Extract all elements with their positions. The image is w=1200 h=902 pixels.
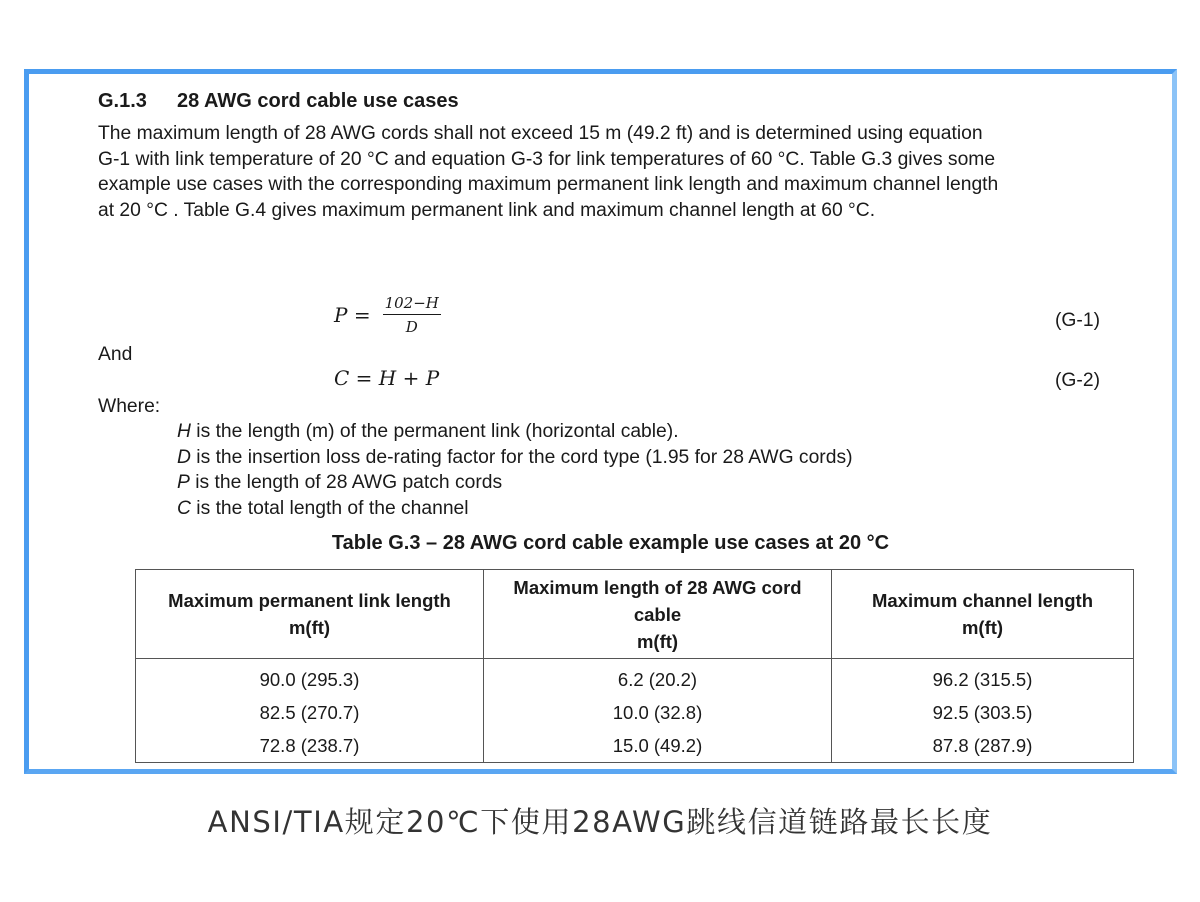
paragraph-line: at 20 °C . Table G.4 gives maximum permanent link and maximum channel length at 60 °C. — [98, 199, 876, 221]
equation-g1-denominator: D — [405, 318, 418, 336]
table-cell: 96.2 (315.5) — [832, 659, 1134, 697]
equation-g2-label: (G-2) — [1055, 370, 1100, 391]
table-cell: 15.0 (49.2) — [484, 729, 832, 763]
definition-text: is the insertion loss de-rating factor for the cord type (1.95 for 28 AWG cords) — [190, 446, 853, 468]
header-unit: m(ft) — [288, 617, 331, 638]
definition-item — [177, 470, 853, 496]
table-header-row — [136, 570, 1134, 659]
section-title: 28 AWG cord cable use cases — [177, 90, 459, 112]
definition-text: is the length (m) of the permanent link (horizontal cable). — [190, 421, 679, 442]
table-row — [136, 696, 1134, 729]
table-cell: 72.8 (238.7) — [136, 729, 484, 763]
equation-g1-lhs: P = — [334, 303, 371, 327]
equation-g1-numerator: 102−H — [383, 294, 441, 315]
equation-g2: C = H + P — [334, 366, 440, 390]
header-unit: m(ft) — [961, 617, 1004, 638]
intro-paragraph — [98, 121, 1138, 223]
definition-symbol: C — [177, 497, 191, 519]
image-caption: ANSI/TIA规定20℃下使用28AWG跳线信道链路最长长度 — [207, 805, 993, 839]
header-unit: m(ft) — [636, 630, 679, 652]
header-line: cable — [633, 603, 682, 625]
and-text: And — [98, 344, 133, 365]
header-line: Maximum channel length — [871, 590, 1093, 611]
table-cell: 92.5 (303.5) — [832, 696, 1134, 729]
definition-item — [177, 419, 853, 445]
equation-g1-fraction — [383, 294, 441, 336]
definition-symbol: P — [177, 472, 190, 493]
definition-item — [177, 496, 853, 522]
paragraph-line: example use cases with the corresponding maximum permanent link length and maximum channel length — [98, 174, 999, 195]
use-cases-table — [135, 569, 1134, 763]
equation-g1-label: (G-1) — [1055, 310, 1100, 331]
definition-item — [177, 445, 853, 471]
table-row — [136, 729, 1134, 763]
table-cell: 82.5 (270.7) — [136, 696, 484, 729]
definitions-list — [177, 419, 853, 521]
paragraph-line: The maximum length of 28 AWG cords shall not exceed 15 m (49.2 ft) and is determined using equation — [98, 123, 983, 144]
where-text: Where: — [98, 396, 161, 417]
section-heading — [98, 90, 459, 113]
section-number: G.1.3 — [98, 90, 147, 112]
header-cord-length — [484, 570, 832, 659]
document-frame — [24, 69, 1177, 774]
table-caption: Table G.3 – 28 AWG cord cable example use cases at 20 °C — [331, 532, 890, 554]
header-line: Maximum length of 28 AWG cord — [513, 576, 802, 598]
table-row — [136, 659, 1134, 697]
definition-text: is the total length of the channel — [190, 497, 469, 519]
paragraph-line: G-1 with link temperature of 20 °C and equation G-3 for link temperatures of 60 °C. Table G.3 gives some — [98, 148, 996, 170]
table-cell: 87.8 (287.9) — [832, 729, 1134, 763]
table-cell: 90.0 (295.3) — [136, 659, 484, 697]
header-line: Maximum permanent link length — [168, 590, 451, 611]
table-cell: 6.2 (20.2) — [484, 659, 832, 697]
header-permanent-link — [136, 570, 484, 659]
equation-g1 — [334, 294, 441, 336]
definition-symbol: H — [177, 421, 191, 442]
definition-text: is the length of 28 AWG patch cords — [189, 472, 503, 493]
table-cell: 10.0 (32.8) — [484, 696, 832, 729]
definition-symbol: D — [177, 446, 191, 468]
header-channel-length — [832, 570, 1134, 659]
